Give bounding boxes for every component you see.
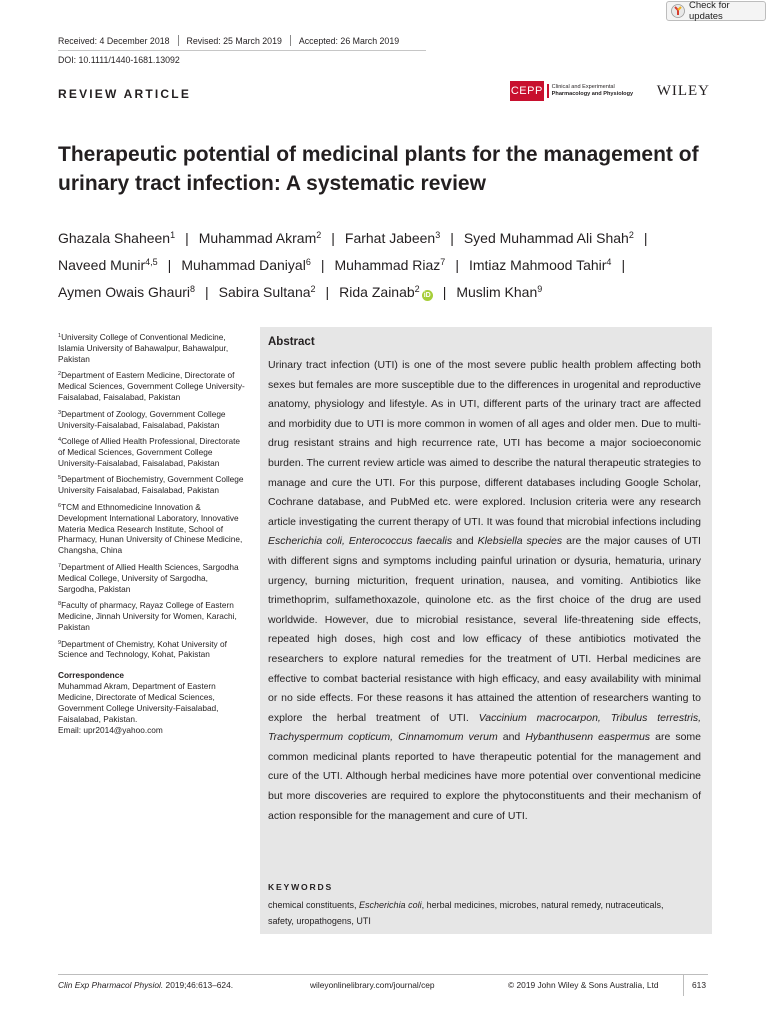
journal-name [547, 84, 651, 97]
author[interactable]: Muslim Khan$^9$ [456, 284, 543, 300]
author[interactable]: Muhammad Riaz$^7$ [334, 257, 446, 273]
check-for-updates-button[interactable] [666, 1, 766, 21]
affiliation: $^1$University College of Conventional Medicine, Islamia University of Bahawalpur, Bahawalpur, Pakistan [58, 332, 229, 364]
page-number: 613 [692, 980, 706, 990]
abstract-heading: Abstract [268, 336, 315, 348]
affiliations [58, 332, 248, 736]
article-dates [58, 35, 399, 46]
cepp-logo-mark: CEPP [510, 81, 544, 101]
keywords-heading: KEYWORDS [268, 882, 334, 892]
doi[interactable]: DOI: 10.1111/1440-1681.13092 [58, 55, 180, 65]
divider [178, 35, 179, 46]
correspondence-text: Muhammad Akram, Department of Eastern Medicine, Directorate of Medical Sciences, Government College University-Faisalabad, Faisalabad, Pakistan. Email: upr2014@yahoo.com [58, 681, 219, 735]
affiliation: $^6$TCM and Ethnomedicine Innovation & Development International Laboratory, Innovative Materia Medica Research Institute, School of Pharmacy, Hunan University of Chinese Medicine, Changsha, China [58, 501, 243, 556]
received-date: Received: 4 December 2018 [58, 35, 170, 46]
author[interactable]: Aymen Owais Ghauri$^8$ [58, 284, 196, 300]
author[interactable]: Rida Zainab$^2$ [339, 284, 420, 300]
accepted-date: Accepted: 26 March 2019 [298, 35, 400, 46]
affiliation: $^5$Department of Biochemistry, Government College University Faisalabad, Faisalabad, Pakistan [58, 474, 244, 496]
affiliation: $^7$Department of Allied Health Sciences, Sargodha Medical College, University of Sargodha, Sargodha, Pakistan [58, 561, 239, 594]
author[interactable]: Imtiaz Mahmood Tahir$^4$ [468, 257, 612, 273]
abstract-box [260, 327, 712, 934]
journal-name-line1: Clinical and Experimental [551, 84, 615, 91]
author[interactable]: Ghazala Shaheen$^1$ [58, 230, 176, 246]
orcid-icon[interactable]: iD [423, 292, 431, 299]
journal-logo [510, 80, 710, 102]
correspondence-heading: Correspondence [58, 670, 124, 681]
crossmark-icon [671, 4, 685, 18]
keywords-text: chemical constituents, Escherichia coli, herbal medicines, microbes, natural remedy, nutraceuticals, safety, uropathogens, UTI [268, 900, 664, 926]
publisher-logo: WILEY [656, 82, 710, 99]
affiliation: $^4$College of Allied Health Professional, Directorate of Medical Sciences, Government College University-Faisalabad, Faisalabad, Pakistan [58, 436, 241, 468]
author[interactable]: Sabira Sultana$^2$ [218, 284, 316, 300]
footer-divider [683, 974, 684, 996]
abstract-text: Urinary tract infection (UTI) is one of the most severe public health problem affecting both sexes but females are more susceptible due to the differences in urogenital and reproductive anatomy, physiology and lifestyle. As in UTI, different parts of the urinary tract are affected and morbidity due to UTI is more common in women of all ages and older men. Due to multi-drug resistant strains and high recurrence rate, UTI has become a major socioeconomic burden. The current review article was aimed to describe the natural therapeutic strategies to manage and cure the UTI. For this purpose, different databases including Google Scholar, Cochrane database, and PubMed etc. were explored. Inclusion criteria were any research article investigating the current therapy of UTI. It was found that microbial infections including Escherichia coli, Enterococcus faecalis and Klebsiella species are the major causes of UTI with different signs and symptoms including painful urination or dysuria, hematuria, urinary urgency, burning micturition, frequent urination, nausea, and vomiting. Antibiotics like trimethoprim, sulfamethoxazole, quinolone etc. as the first choice of the drug are used worldwide. However, due to microbial resistance, several life-threatening side effects, repeated high doses, high cost and low efficacy of these antibiotics motivated the researchers to explore natural remedies for the treatment of UTI. Herbal medicines are effective to combat bacterial resistance with high efficacy, and easy availability with minimal or no side effects. For these reasons it has attained the attention of researchers wanting to explore the herbal treatment of UTI. Vaccinium macrocarpon, Tribulus terrestris, Trachyspermum copticum, Cinnamomum verum and Hybanthusenn easpermus are some common medicinal plants reported to have therapeutic potential for the management and cure of the UTI. Although herbal medicines have more potential over conventional medicine but more discoveries are required to explore the phytoconstituents and their mechanism of action responsible for the management and cure of UTI. [268, 359, 702, 822]
check-for-updates-label: Check for updates [689, 0, 730, 22]
article-title: Therapeutic potential of medicinal plants for the management of urinary tract infection: A systematic review [58, 143, 699, 195]
author[interactable]: Naveed Munir$^{4,5}$ [58, 257, 158, 273]
author[interactable]: Farhat Jabeen$^3$ [344, 230, 441, 246]
divider [290, 35, 291, 46]
author[interactable]: Syed Muhammad Ali Shah$^2$ [463, 230, 634, 246]
footer-url[interactable]: wileyonlinelibrary.com/journal/cep [310, 980, 435, 990]
affiliation: $^2$Department of Eastern Medicine, Directorate of Medical Sciences, Government College University-Faisalabad, Faisalabad, Pakistan [58, 370, 245, 403]
correspondence-email[interactable]: Email: upr2014@yahoo.com [58, 724, 163, 735]
footer-rule [58, 974, 708, 975]
footer-copyright: © 2019 John Wiley & Sons Australia, Ltd [508, 980, 659, 990]
article-type: REVIEW ARTICLE [58, 87, 192, 101]
revised-date: Revised: 25 March 2019 [186, 35, 282, 46]
header-rule [58, 50, 426, 51]
footer-citation: Clin Exp Pharmacol Physiol. 2019;46:613–624. [58, 980, 234, 990]
author[interactable]: Muhammad Akram$^2$ [198, 230, 322, 246]
affiliation: $^9$Department of Chemistry, Kohat University of Science and Technology, Kohat, Pakistan [58, 638, 227, 660]
affiliation: $^3$Department of Zoology, Government College University-Faisalabad, Faisalabad, Pakistan [58, 408, 226, 430]
author-list: Ghazala Shaheen$^1$ | Muhammad Akram$^2$ | Farhat Jabeen$^3$ | Syed Muhammad Ali Shah$^2$ | Naveed Munir$^{4,5}$ | Muhammad Daniyal$^6$ | Muhammad Riaz$^7$ | Imtiaz Mahmood Tahir$^4$ | Aymen Owais Ghauri$^8$ | Sabira Sultana$^2$ | Rida Zainab$^2$iD | Muslim Khan$^9$ [58, 230, 648, 300]
journal-name-line2: Pharmacology and Physiology [551, 91, 634, 97]
affiliation: $^8$Faculty of pharmacy, Rayaz College of Eastern Medicine, Jinnah University for Women, Karachi, Pakistan [58, 600, 237, 632]
author[interactable]: Muhammad Daniyal$^6$ [181, 257, 311, 273]
